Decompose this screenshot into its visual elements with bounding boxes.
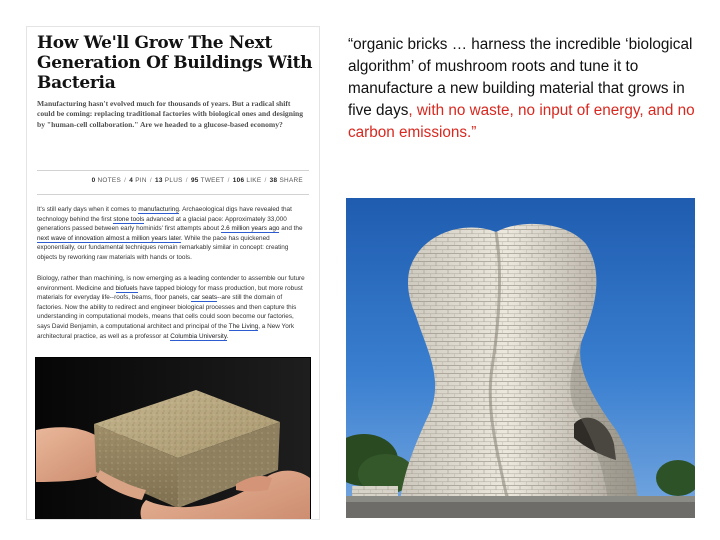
link-the-living[interactable]: The Living bbox=[228, 322, 259, 330]
brick-photo bbox=[35, 357, 311, 520]
divider bbox=[37, 194, 309, 195]
link-million-years[interactable]: 2.6 million years ago bbox=[220, 225, 280, 233]
link-car-seats[interactable]: car seats bbox=[191, 294, 218, 302]
like-label[interactable]: LIKE bbox=[246, 177, 262, 184]
brick-photo-illustration bbox=[36, 358, 310, 520]
share-count: 38 bbox=[269, 177, 278, 184]
tweet-label[interactable]: TWEET bbox=[200, 177, 225, 184]
share-label[interactable]: SHARE bbox=[279, 177, 303, 184]
notes-label[interactable]: NOTES bbox=[97, 177, 122, 184]
tower-photo-illustration bbox=[346, 198, 695, 518]
plus-label[interactable]: PLUS bbox=[164, 177, 183, 184]
quote-highlight: , with no waste, no input of energy, and no carbon emissions.” bbox=[348, 102, 695, 141]
quote-text bbox=[348, 34, 698, 144]
article-paragraph-2: Biology, rather than machining, is now emerging as a leading contender to assemble our future environment. Medicine and biofuels have tapped biology for mass production, but more robust materials for everyday life--roofs, beams, floor panels, car seats--are still the domain of factories. Now the ability to redirect and engineer biological processes and then capture this understanding in computational models, means that cells could soon become our factories, says David Benjamin, a computational architect and principal of the The Living, a New York architectural practice, as well as a professor at Columbia University. bbox=[37, 275, 305, 340]
link-next-wave[interactable]: next wave of innovation almost a million years later bbox=[37, 234, 181, 242]
quote-black: “organic bricks … harness the incredible ‘biological algorithm’ of mushroom roots and tune it to manufacture a new building material that grows in five days bbox=[348, 36, 693, 119]
article-paragraph-1: It's still early days when it comes to manufacturing. Archaeological digs have revealed that technology behind the first stone tools advanced at a glacial pace: Approximately 33,000 generations passed between early hominids' first attempts about 2.6 million years ago and the next wave of innovation almost a million years later. While the pace has quickened exponentially, our fundamental techniques remain remarkably similar in concept: creating objects by reworking raw materials with hands or tools. bbox=[37, 206, 303, 261]
plus-count: 13 bbox=[155, 177, 163, 184]
pin-label[interactable]: PIN bbox=[135, 177, 147, 184]
article-clipping bbox=[26, 26, 320, 520]
divider bbox=[37, 170, 309, 171]
like-count: 106 bbox=[232, 177, 245, 184]
link-biofuels[interactable]: biofuels bbox=[115, 284, 138, 292]
link-columbia[interactable]: Columbia University bbox=[170, 332, 227, 340]
article-dek: Manufacturing hasn't evolved much for thousands of years. But a radical shift could be coming: replacing traditional factories with biological ones and designing by "human-cell collaboration." Are we headed to a glucose-based economy? bbox=[37, 99, 304, 129]
pin-count: 4 bbox=[129, 177, 134, 184]
tweet-count: 95 bbox=[190, 177, 199, 184]
link-manufacturing[interactable]: manufacturing bbox=[138, 206, 179, 213]
notes-count: 0 bbox=[91, 177, 96, 184]
share-bar: 0 NOTES / 4 PIN / 13 PLUS / 95 TWEET / 106 LIKE / 38 SHARE bbox=[91, 177, 303, 184]
article-headline: How We'll Grow The Next Generation Of Buildings With Bacteria bbox=[37, 33, 313, 93]
tower-photo bbox=[346, 198, 695, 518]
link-stone-tools[interactable]: stone tools bbox=[113, 215, 145, 223]
